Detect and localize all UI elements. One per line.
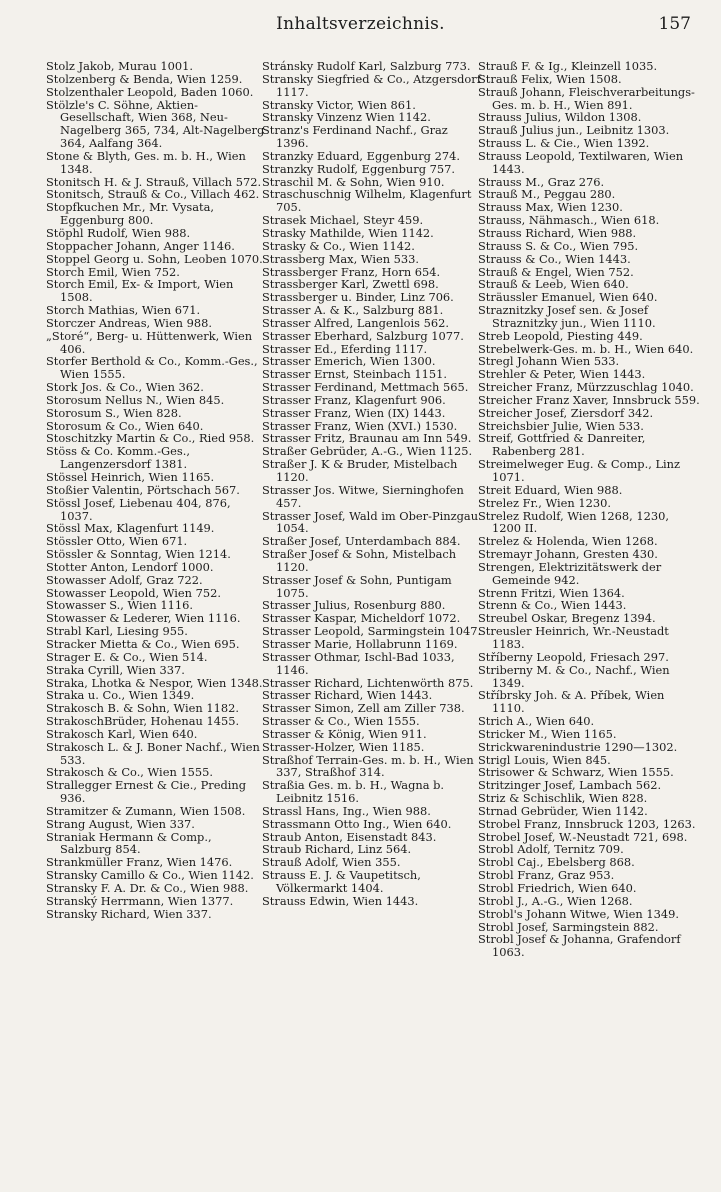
index-entry: Streubel Oskar, Bregenz 1394. bbox=[478, 611, 656, 626]
index-entry: Storch Emil, Ex- & Import, Wien 1508. bbox=[46, 277, 234, 305]
index-entry: Strobel Franz, Innsbruck 1203, 1263. bbox=[478, 816, 696, 831]
index-entry: Strenn Fritzi, Wien 1364. bbox=[478, 585, 625, 600]
index-entry: Strobl Josef & Johanna, Grafendorf 1063. bbox=[478, 932, 681, 960]
index-entry: Storczer Andreas, Wien 988. bbox=[46, 315, 212, 330]
index-entry: Stonitsch H. & J. Strauß, Villach 572. bbox=[46, 174, 262, 189]
index-entry: Strickwarenindustrie 1290—1302. bbox=[478, 739, 678, 754]
index-entry: Strasser Ed., Eferding 1117. bbox=[262, 341, 428, 356]
index-entry: Strobel Josef, W.-Neustadt 721, 698. bbox=[478, 829, 688, 844]
index-entry: Stolzenberg & Benda, Wien 1259. bbox=[46, 71, 243, 86]
index-entry: Strasser Othmar, Ischl-Bad 1033, 1146. bbox=[262, 649, 455, 677]
index-entry: Strallegger Ernest & Cie., Preding 936. bbox=[46, 778, 247, 806]
index-entry: Strauss Max, Wien 1230. bbox=[478, 200, 623, 215]
index-entry: Strelez Rudolf, Wien 1268, 1230, 1200 II. bbox=[478, 508, 670, 536]
index-entry: Straka u. Co., Wien 1349. bbox=[46, 688, 195, 703]
index-entry: Strauß & Leeb, Wien 640. bbox=[478, 277, 629, 292]
index-entry: Strauß Adolf, Wien 355. bbox=[262, 855, 401, 870]
index-entry: Streif, Gottfried & Danreiter, Rabenberg 281. bbox=[478, 431, 646, 459]
index-entry: Strauß Johann, Fleischverarbeitungs-Ges. m. b. H., Wien 891. bbox=[478, 84, 695, 112]
index-entry: Strassberger Franz, Horn 654. bbox=[262, 264, 441, 279]
index-entry: Stremayr Johann, Gresten 430. bbox=[478, 547, 658, 562]
index-entry: Strasser & Co., Wien 1555. bbox=[262, 714, 420, 729]
index-entry: Strengen, Elektrizitätswerk der Gemeinde 942. bbox=[478, 559, 662, 587]
index-entry: Strasser Alfred, Langenlois 562. bbox=[262, 315, 449, 330]
index-entry: Strasser Josef & Sohn, Puntigam 1075. bbox=[262, 572, 452, 600]
index-entry: Strauß Julius jun., Leibnitz 1303. bbox=[478, 123, 670, 138]
index-entry: Strassberger Karl, Zwettl 698. bbox=[262, 277, 439, 292]
index-entry: Strauss Richard, Wien 988. bbox=[478, 225, 637, 240]
index-entry: Straßer Josef, Unterdambach 884. bbox=[262, 534, 461, 549]
index-entry: Strobl's Johann Witwe, Wien 1349. bbox=[478, 906, 679, 921]
index-entry: Strasser Simon, Zell am Ziller 738. bbox=[262, 701, 465, 716]
index-entry: Straschil M. & Sohn, Wien 910. bbox=[262, 174, 445, 189]
index-entry: Straßer Josef & Sohn, Mistelbach 1120. bbox=[262, 547, 457, 574]
index-entry: Strisower & Schwarz, Wien 1555. bbox=[478, 765, 674, 780]
index-entry: Streusler Heinrich, Wr.-Neustadt 1183. bbox=[478, 624, 669, 651]
index-entry: Strauss Edwin, Wien 1443. bbox=[262, 893, 419, 908]
index-entry: Straka, Lhotka & Nespor, Wien 1348. bbox=[46, 675, 263, 690]
index-entry: Strasser-Holzer, Wien 1185. bbox=[262, 739, 425, 754]
page-header bbox=[0, 14, 721, 38]
index-entry: StrakoschBrüder, Hohenau 1455. bbox=[46, 714, 240, 729]
index-entry: Strauss, Nähmasch., Wien 618. bbox=[478, 213, 660, 228]
index-entry: Straub Anton, Eisenstadt 843. bbox=[262, 829, 437, 844]
index-entry: Strauss & Co., Wien 1443. bbox=[478, 251, 631, 266]
index-entry: Strenn & Co., Wien 1443. bbox=[478, 598, 627, 613]
index-entry: Stopfkuchen Mr., Mr. Vysata, Eggenburg 800. bbox=[46, 200, 215, 228]
index-entry: Stössler & Sonntag, Wien 1214. bbox=[46, 547, 231, 562]
index-entry: Stránsky Rudolf Karl, Salzburg 773. bbox=[262, 59, 471, 73]
index-entry: Strauss Julius, Wildon 1308. bbox=[478, 110, 642, 125]
index-entry: Stracker Mietta & Co., Wien 695. bbox=[46, 636, 240, 651]
index-entry: Strasser Franz, Klagenfurt 906. bbox=[262, 392, 446, 407]
index-entry: Strobl Friedrich, Wien 640. bbox=[478, 881, 637, 895]
index-entry: Strassberg Max, Wien 533. bbox=[262, 251, 420, 266]
index-entry: Strauss L. & Cie., Wien 1392. bbox=[478, 136, 650, 151]
index-entry: Stolz Jakob, Murau 1001. bbox=[46, 59, 193, 73]
index-entry: Stříbrsky Joh. & A. Příbek, Wien 1110. bbox=[478, 688, 665, 716]
index-entry: Stössl Max, Klagenfurt 1149. bbox=[46, 521, 215, 536]
index-entry: Striberny M. & Co., Nachf., Wien 1349. bbox=[478, 662, 670, 690]
index-entry: Stransky F. A. Dr. & Co., Wien 988. bbox=[46, 881, 249, 895]
index-entry: Strauß M., Peggau 280. bbox=[478, 187, 616, 202]
index-entry: Strasser Richard, Wien 1443. bbox=[262, 688, 433, 703]
index-entry: Strasser Julius, Rosenburg 880. bbox=[262, 598, 446, 613]
index-entry: Straka Cyrill, Wien 337. bbox=[46, 662, 185, 677]
index-entry: Strakosch L. & J. Boner Nachf., Wien 533. bbox=[46, 739, 260, 767]
index-entry: Straub Richard, Linz 564. bbox=[262, 842, 412, 857]
index-entry: Stöphl Rudolf, Wien 988. bbox=[46, 225, 191, 240]
index-column-3 bbox=[478, 60, 700, 959]
index-entry: Strauß F. & Ig., Kleinzell 1035. bbox=[478, 59, 658, 73]
index-entry: Strasser Kaspar, Micheldorf 1072. bbox=[262, 611, 461, 626]
index-entry: Strnad Gebrüder, Wien 1142. bbox=[478, 803, 648, 818]
index-entry: Strakosch & Co., Wien 1555. bbox=[46, 765, 214, 780]
index-entry: Stoßier Valentin, Pörtschach 567. bbox=[46, 482, 240, 497]
index-entry: Stranzky Rudolf, Eggenburg 757. bbox=[262, 161, 455, 176]
index-entry: Storosum S., Wien 828. bbox=[46, 405, 182, 420]
index-entry: Stowasser Adolf, Graz 722. bbox=[46, 572, 203, 587]
index-entry: Strasky Mathilde, Wien 1142. bbox=[262, 225, 434, 240]
index-entry: Storch Mathias, Wien 671. bbox=[46, 303, 201, 318]
index-entry: Strobl J., A.-G., Wien 1268. bbox=[478, 893, 633, 908]
index-entry: Strager E. & Co., Wien 514. bbox=[46, 649, 208, 664]
index-entry: Stolzenthaler Leopold, Baden 1060. bbox=[46, 84, 254, 99]
index-entry: Stotter Anton, Lendorf 1000. bbox=[46, 559, 214, 574]
index-entry: Strehler & Peter, Wien 1443. bbox=[478, 367, 646, 382]
index-column-1 bbox=[46, 60, 266, 921]
index-entry: Stössel Heinrich, Wien 1165. bbox=[46, 470, 215, 484]
index-entry: Storosum Nellus N., Wien 845. bbox=[46, 392, 225, 407]
index-entry: Stoschitzky Martin & Co., Ried 958. bbox=[46, 431, 255, 446]
index-entry: Strelez & Holenda, Wien 1268. bbox=[478, 534, 658, 549]
index-entry: Strasser Fritz, Braunau am Inn 549. bbox=[262, 431, 472, 446]
index-entry: Stransky Siegfried & Co., Atzgersdorf 1117. bbox=[262, 71, 481, 99]
index-entry: Strauss E. J. & Vaupetitsch, Völkermarkt 1404. bbox=[262, 868, 421, 895]
index-entry: Strauss S. & Co., Wien 795. bbox=[478, 238, 639, 253]
index-entry: Straßia Ges. m. b. H., Wagna b. Leibnitz 1516. bbox=[262, 778, 445, 806]
index-entry: Streb Leopold, Piesting 449. bbox=[478, 328, 643, 343]
index-entry: Streicher Josef, Ziersdorf 342. bbox=[478, 405, 654, 420]
page-title: Inhaltsverzeichnis. bbox=[276, 14, 445, 34]
index-entry: Strang August, Wien 337. bbox=[46, 816, 195, 831]
index-entry: Stransky Victor, Wien 861. bbox=[262, 97, 416, 112]
index-entry: Strassberger u. Binder, Linz 706. bbox=[262, 290, 454, 305]
index-entry: Straschuschnig Wilhelm, Klagenfurt 705. bbox=[262, 187, 472, 215]
index-entry: Stransky Richard, Wien 337. bbox=[46, 906, 212, 921]
index-entry: Strankmüller Franz, Wien 1476. bbox=[46, 855, 233, 870]
index-entry: Stransky Camillo & Co., Wien 1142. bbox=[46, 868, 254, 883]
index-entry: Stölzle's C. Söhne, Aktien-Gesellschaft, Wien 368, Neu-Nagelberg 365, 734, Alt-Nagelberg 364, Aalfang 364. bbox=[46, 97, 265, 151]
index-entry: Strich A., Wien 640. bbox=[478, 714, 595, 729]
index-entry: Strabl Karl, Liesing 955. bbox=[46, 624, 188, 639]
index-entry: Stritzinger Josef, Lambach 562. bbox=[478, 778, 662, 793]
index-entry: Streimelweger Eug. & Comp., Linz 1071. bbox=[478, 457, 681, 484]
index-entry: Stříberny Leopold, Friesach 297. bbox=[478, 649, 669, 664]
index-entry: „Storé“, Berg- u. Hüttenwerk, Wien 406. bbox=[46, 328, 253, 356]
index-entry: Strasser Ferdinand, Mettmach 565. bbox=[262, 380, 469, 395]
index-entry: Strebelwerk-Ges. m. b. H., Wien 640. bbox=[478, 341, 694, 356]
index-entry: Strasser Eberhard, Salzburg 1077. bbox=[262, 328, 464, 343]
index-entry: Strasser Marie, Hollabrunn 1169. bbox=[262, 636, 458, 651]
index-entry: Strassl Hans, Ing., Wien 988. bbox=[262, 803, 431, 818]
index-entry: Strauss Leopold, Textilwaren, Wien 1443. bbox=[478, 148, 684, 176]
index-entry: Straniak Hermann & Comp., Salzburg 854. bbox=[46, 829, 212, 857]
index-entry: Stowasser Leopold, Wien 752. bbox=[46, 585, 221, 600]
index-entry: Stricker M., Wien 1165. bbox=[478, 726, 617, 741]
index-entry: Strassmann Otto Ing., Wien 640. bbox=[262, 816, 452, 831]
index-entry: Stoppacher Johann, Anger 1146. bbox=[46, 238, 235, 253]
index-entry: Streit Eduard, Wien 988. bbox=[478, 482, 623, 497]
index-entry: Stössl Josef, Liebenau 404, 876, 1037. bbox=[46, 495, 231, 523]
index-entry: Strasek Michael, Steyr 459. bbox=[262, 213, 424, 228]
index-entry: Stonitsch, Strauß & Co., Villach 462. bbox=[46, 187, 260, 202]
index-entry: Strobl Franz, Graz 953. bbox=[478, 868, 615, 883]
index-entry: Stranzky Eduard, Eggenburg 274. bbox=[262, 148, 460, 163]
index-entry: Straßer J. K & Bruder, Mistelbach 1120. bbox=[262, 457, 458, 484]
index-entry: Stranský Herrmann, Wien 1377. bbox=[46, 893, 234, 908]
index-entry: Sträussler Emanuel, Wien 640. bbox=[478, 290, 658, 305]
index-entry: Strigl Louis, Wien 845. bbox=[478, 752, 611, 767]
index-entry: Storosum & Co., Wien 640. bbox=[46, 418, 204, 433]
index-entry: Strauß Felix, Wien 1508. bbox=[478, 71, 622, 86]
index-entry: Strasser A. & K., Salzburg 881. bbox=[262, 303, 444, 318]
index-entry: Storfer Berthold & Co., Komm.-Ges., Wien 1555. bbox=[46, 354, 258, 382]
index-entry: Strobl Caj., Ebelsberg 868. bbox=[478, 855, 635, 870]
index-entry: Stowasser & Lederer, Wien 1116. bbox=[46, 611, 241, 626]
index-entry: Straßer Gebrüder, A.-G., Wien 1125. bbox=[262, 444, 473, 459]
index-entry: Stowasser S., Wien 1116. bbox=[46, 598, 193, 613]
index-entry: Strasser Richard, Lichtenwörth 875. bbox=[262, 675, 474, 690]
index-entry: Strasser Ernst, Steinbach 1151. bbox=[262, 367, 448, 382]
index-entry: Streicher Franz, Mürzzuschlag 1040. bbox=[478, 380, 694, 395]
index-entry: Strakosch B. & Sohn, Wien 1182. bbox=[46, 701, 239, 716]
index-entry: Strobl Adolf, Ternitz 709. bbox=[478, 842, 624, 857]
index-entry: Striz & Schischlik, Wien 828. bbox=[478, 791, 648, 806]
index-entry: Straßhof Terrain-Ges. m. b. H., Wien 337, Straßhof 314. bbox=[262, 752, 474, 780]
index-entry: Storch Emil, Wien 752. bbox=[46, 264, 180, 279]
index-entry: Streichsbier Julie, Wien 533. bbox=[478, 418, 644, 433]
index-entry: Strauß & Engel, Wien 752. bbox=[478, 264, 634, 279]
index-entry: Strasser Josef, Wald im Ober-Pinzgau 1054. bbox=[262, 508, 479, 536]
index-entry: Stransky Vinzenz Wien 1142. bbox=[262, 110, 431, 125]
index-entry: Strasser Franz, Wien (IX) 1443. bbox=[262, 405, 446, 420]
index-entry: Straznitzky Josef sen. & Josef Straznitzky jun., Wien 1110. bbox=[478, 303, 656, 330]
index-entry: Strobl Josef, Sarmingstein 882. bbox=[478, 919, 659, 934]
index-entry: Stregl Johann Wien 533. bbox=[478, 354, 620, 369]
index-entry: Stoppel Georg u. Sohn, Leoben 1070. bbox=[46, 251, 263, 266]
index-entry: Strasser Emerich, Wien 1300. bbox=[262, 354, 436, 369]
index-entry: Stranz's Ferdinand Nachf., Graz 1396. bbox=[262, 123, 448, 151]
index-entry: Strasky & Co., Wien 1142. bbox=[262, 238, 415, 253]
index-entry: Stork Jos. & Co., Wien 362. bbox=[46, 380, 204, 395]
index-entry: Stone & Blyth, Ges. m. b. H., Wien 1348. bbox=[46, 148, 246, 176]
index-entry: Strasser Leopold, Sarmingstein 1047. bbox=[262, 624, 482, 639]
index-entry: Streicher Franz Xaver, Innsbruck 559. bbox=[478, 392, 700, 407]
index-entry: Strasser Franz, Wien (XVI.) 1530. bbox=[262, 418, 458, 433]
index-column-2 bbox=[262, 60, 484, 908]
index-entry: Strasser Jos. Witwe, Sierninghofen 457. bbox=[262, 482, 464, 510]
index-entry: Strauss M., Graz 276. bbox=[478, 174, 605, 189]
page-number: 157 bbox=[658, 14, 691, 34]
index-entry: Stramitzer & Zumann, Wien 1508. bbox=[46, 803, 246, 818]
index-entry: Strelez Fr., Wien 1230. bbox=[478, 495, 611, 510]
index-entry: Strasser & König, Wien 911. bbox=[262, 726, 427, 741]
index-entry: Strakosch Karl, Wien 640. bbox=[46, 726, 198, 741]
index-entry: Stössler Otto, Wien 671. bbox=[46, 534, 188, 549]
index-entry: Stöss & Co. Komm.-Ges., Langenzersdorf 1381. bbox=[46, 444, 190, 472]
